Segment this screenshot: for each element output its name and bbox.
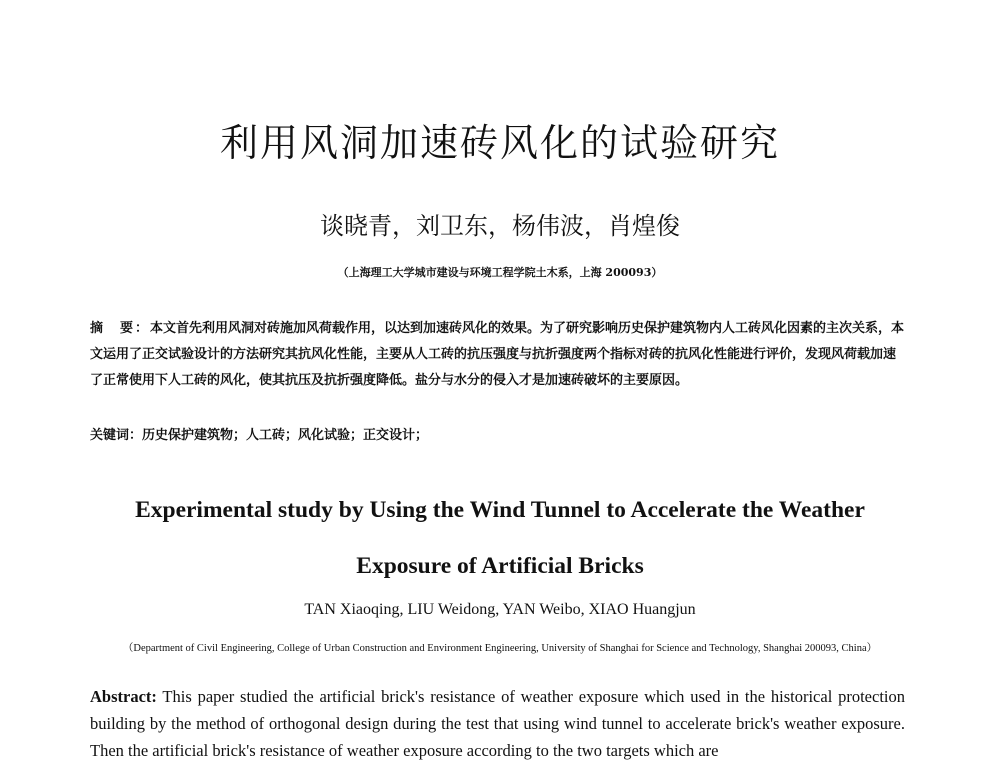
chinese-keywords-text: 历史保护建筑物；人工砖；风化试验；正交设计； <box>142 428 429 443</box>
chinese-keywords <box>90 426 905 446</box>
english-authors: TAN Xiaoqing, LIU Weidong, YAN Weibo, XIAO Huangjun <box>304 601 696 618</box>
english-title-line-1: Experimental study by Using the Wind Tunnel to Accelerate the Weather <box>135 497 865 523</box>
chinese-title: 利用风洞加速砖风化的试验研究 <box>219 121 780 165</box>
chinese-abstract <box>90 316 905 394</box>
chinese-abstract-label: 摘 要： <box>90 321 151 336</box>
chinese-authors: 谈晓青，刘卫东，杨伟波，肖煌俊 <box>320 212 680 240</box>
english-abstract-label: Abstract: <box>90 687 157 706</box>
english-title <box>0 494 1000 582</box>
english-title-line-2: Exposure of Artificial Bricks <box>356 553 644 579</box>
chinese-affiliation: （上海理工大学城市建设与环境工程学院土木系，上海 200093） <box>337 266 663 279</box>
english-affiliation: （Department of Civil Engineering, College of Urban Construction and Environment Engineering, University of Shanghai for Science and Technology, Shanghai 200093, China） <box>122 643 878 654</box>
chinese-abstract-text: 本文首先利用风洞对砖施加风荷载作用，以达到加速砖风化的效果。为了研究影响历史保护建筑物内人工砖风化因素的主次关系，本文运用了正交试验设计的方法研究其抗风化性能，主要从人工砖的抗压强度与抗折强度两个指标对砖的抗风化性能进行评价，发现风荷载加速了正常使用下人工砖的风化，使其抗压及抗折强度降低。盐分与水分的侵入才是加速砖破坏的主要原因。 <box>90 321 905 388</box>
english-abstract <box>90 683 905 764</box>
english-abstract-text: This paper studied the artificial brick's resistance of weather exposure which used in the historical protection building by the method of orthogonal design during the test that using wind tunnel to accelerate brick's weather exposure. Then the artificial brick's resistance of weather exposure according to the two targets which are <box>90 687 905 760</box>
chinese-keywords-label: 关键词： <box>90 428 143 443</box>
